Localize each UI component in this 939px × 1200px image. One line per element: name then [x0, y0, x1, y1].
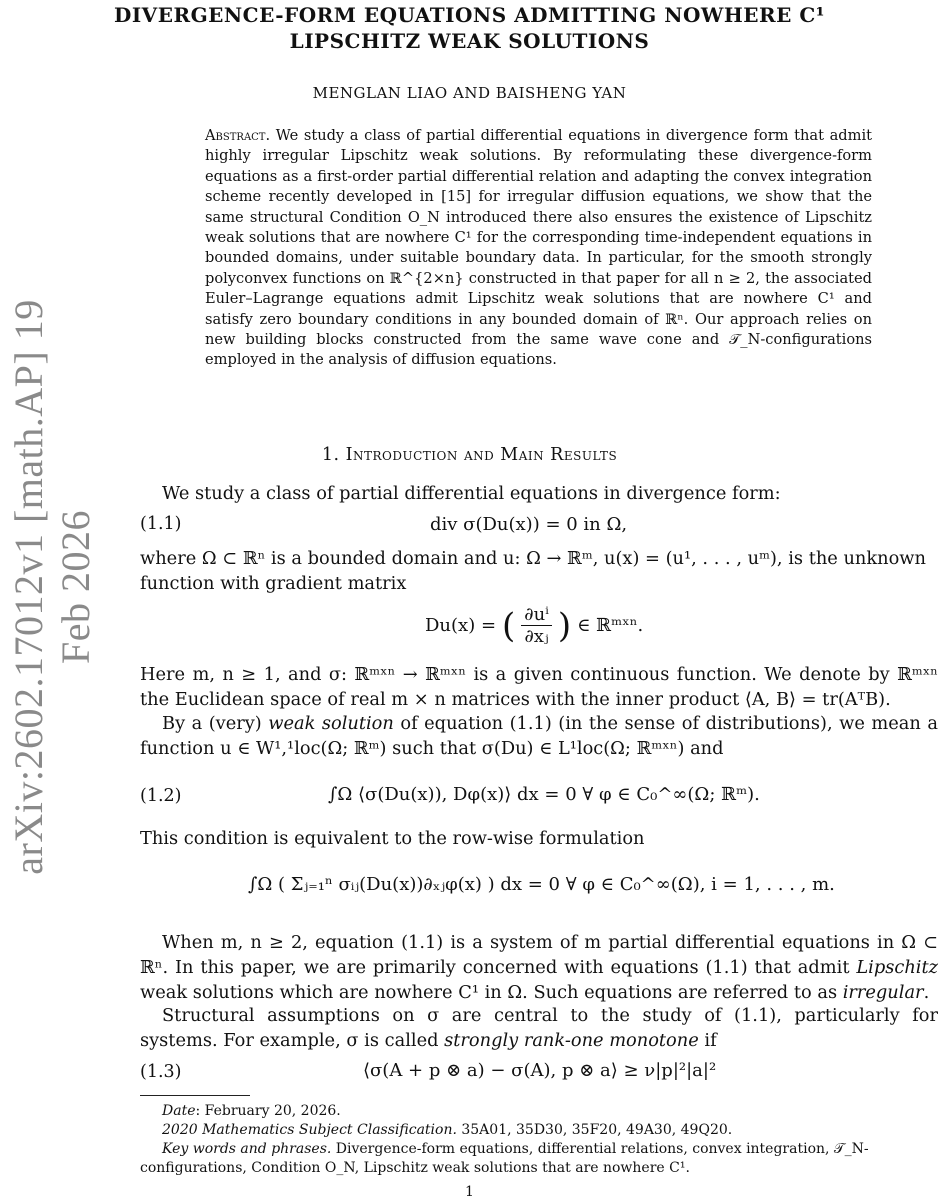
arxiv-stamp: arXiv:2602.17012v1 [math.AP] 19 Feb 2026	[6, 299, 98, 875]
weak-pre: By a (very)	[162, 713, 269, 734]
rowwise-paragraph	[140, 826, 938, 851]
msc-value: 35A01, 35D30, 35F20, 49A30, 49Q20.	[456, 1122, 733, 1138]
struct-text-1: Structural assumptions on σ are central to the study of (1.1), particularly for systems. For example, σ is called	[140, 1005, 938, 1051]
paren-left: (	[502, 605, 516, 646]
where-line-2: function with gradient matrix	[140, 573, 407, 594]
footnotes	[140, 1102, 938, 1178]
irregular-term: irregular	[842, 982, 924, 1003]
date-value: : February 20, 2026.	[195, 1103, 341, 1119]
keywords-label: Key words and phrases.	[162, 1141, 332, 1157]
footnote-msc	[140, 1121, 938, 1140]
when-text-3: .	[923, 982, 930, 1003]
page-number: 1	[465, 1184, 474, 1200]
eq-1-2-label: (1.2)	[140, 786, 182, 806]
eq-gradient-rhs: ∈ ℝᵐˣⁿ.	[577, 615, 644, 636]
fraction-numerator: ∂uⁱ	[521, 604, 552, 626]
when-text-2: weak solutions which are nowhere C¹ in Ω. Such equations are referred to as	[140, 982, 843, 1003]
eq-1-3-label: (1.3)	[140, 1062, 182, 1082]
eq-1-2: ∫Ω ⟨σ(Du(x)), Dφ(x)⟩ dx = 0 ∀ φ ∈ C₀^∞(Ω; ℝᵐ).	[328, 784, 760, 805]
abstract-text: We study a class of partial differential equations in divergence form that admit highly irregular Lipschitz weak solutions. By reformulating these divergence-form equations as a first-order partial differential relation and adapting the convex integration scheme recently developed in [15] for irregular diffusion equations, we show that the same structural Condition O_N introduced there also ensures the existence of Lipschitz weak solutions that are nowhere C¹ for the corresponding time-independent equations in bounded domains, under suitable boundary data. In particular, for the smooth strongly polyconvex functions on ℝ^{2×n} constructed in that paper for all n ≥ 2, the associated Euler–Lagrange equations admit Lipschitz weak solutions that are nowhere C¹ and satisfy zero boundary conditions in any bounded domain of ℝⁿ. Our approach relies on new building blocks constructed from the same wave cone and 𝒯_N-configurations employed in the analysis of diffusion equations.	[205, 127, 873, 369]
date-label: Date	[162, 1103, 196, 1119]
footnote-keywords	[140, 1140, 938, 1178]
eq-rowwise: ∫Ω ( Σⱼ₌₁ⁿ σᵢⱼ(Du(x))∂ₓⱼφ(x) ) dx = 0 ∀ φ ∈ C₀^∞(Ω), i = 1, . . . , m.	[248, 874, 835, 895]
eq-gradient-lhs: Du(x) =	[425, 615, 497, 636]
intro-line: We study a class of partial differential equations in divergence form:	[162, 483, 781, 504]
eq-1-3: ⟨σ(A + p ⊗ a) − σ(A), p ⊗ a⟩ ≥ ν|p|²|a|²	[363, 1060, 717, 1081]
footnote-rule	[140, 1095, 250, 1096]
msc-label: 2020 Mathematics Subject Classification.	[162, 1122, 457, 1138]
structural-paragraph	[140, 1003, 938, 1053]
strongly-monotone-term: strongly rank-one monotone	[444, 1030, 699, 1051]
intro-paragraph	[140, 481, 938, 506]
paren-right: )	[557, 605, 572, 646]
where-line-1: where Ω ⊂ ℝⁿ is a bounded domain and u: Ω → ℝᵐ, u(x) = (u¹, . . . , uᵐ), is the unknown	[140, 548, 926, 569]
fraction-denominator: ∂xⱼ	[524, 626, 549, 647]
weak-solution-paragraph	[140, 711, 938, 761]
footnote-date	[140, 1102, 938, 1121]
weak-solution-term: weak solution	[268, 713, 394, 734]
rowwise-text: This condition is equivalent to the row-wise formulation	[140, 828, 645, 849]
struct-text-2: if	[698, 1030, 717, 1051]
here-paragraph	[140, 662, 938, 712]
when-text-1: When m, n ≥ 2, equation (1.1) is a system of m partial differential equations in Ω ⊂ ℝⁿ. In this paper, we are primarily concerned with equations (1.1) that admit	[140, 932, 938, 978]
eq-1-1-label: (1.1)	[140, 514, 182, 534]
section-heading: 1. Introduction and Main Results	[321, 445, 618, 465]
paper-authors: MENGLAN LIAO AND BAISHENG YAN	[312, 84, 627, 102]
abstract	[205, 126, 872, 371]
when-paragraph	[140, 930, 938, 1005]
fraction	[521, 604, 552, 647]
weak-post: of equation (1.1) (in the sense of distributions), we mean a function u ∈ W¹,¹loc(Ω; ℝᵐ) such that σ(Du) ∈ L¹loc(Ω; ℝᵐˣⁿ) and	[140, 713, 938, 759]
abstract-label: Abstract.	[205, 127, 271, 144]
keywords-value: Divergence-form equations, differential relations, convex integration, 𝒯_N-configurations, Condition O_N, Lipschitz weak solutions that are nowhere C¹.	[140, 1141, 869, 1176]
where-paragraph	[140, 546, 938, 596]
paper-title-line-2: LIPSCHITZ WEAK SOLUTIONS	[289, 29, 650, 53]
eq-gradient-matrix	[425, 604, 643, 647]
paper-title-line-1: DIVERGENCE-FORM EQUATIONS ADMITTING NOWHERE C¹	[113, 3, 826, 27]
here-text: Here m, n ≥ 1, and σ: ℝᵐˣⁿ → ℝᵐˣⁿ is a given continuous function. We denote by ℝᵐˣⁿ the Euclidean space of real m × n matrices with the inner product ⟨A, B⟩ = tr(AᵀB).	[140, 664, 938, 710]
lipschitz-term: Lipschitz	[856, 957, 938, 978]
eq-1-1: div σ(Du(x)) = 0 in Ω,	[430, 514, 628, 535]
